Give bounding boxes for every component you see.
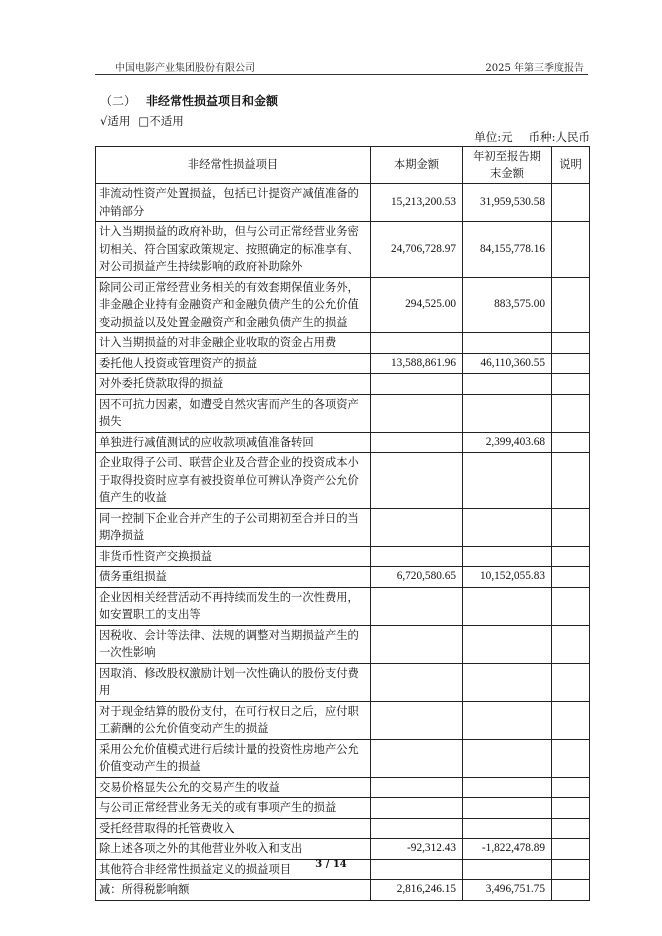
row-note [552,663,590,701]
row-ytd-amount [463,777,552,798]
header-note: 说明 [552,147,590,184]
row-item: 计入当期损益的政府补助，但与公司正常经营业务密切相关、符合国家政策规定、按照确定的标准享有、对公司损益产生持续影响的政府补助除外 [96,222,371,278]
row-note [552,839,590,860]
row-item: 除同公司正常经营业务相关的有效套期保值业务外，非金融企业持有金融资产和金融负债产生的公允价值变动损益以及处置金融资产和金融负债产生的损益 [96,277,371,333]
table-row [96,625,590,663]
row-item: 其他符合非经常性损益定义的损益项目 [96,859,371,880]
row-item: 因税收、会计等法律、法规的调整对当期损益产生的一次性影响 [96,625,371,663]
row-note [552,546,590,567]
row-ytd-amount: -1,822,478.89 [463,839,552,860]
row-current-amount: 294,525.00 [371,277,463,333]
non-recurring-gains-table [95,146,590,901]
row-current-amount: 2,816,246.15 [371,880,463,901]
row-ytd-amount [463,663,552,701]
row-current-amount: 13,588,861.96 [371,353,463,374]
row-note [552,222,590,278]
row-item: 单独进行减值测试的应收款项减值准备转回 [96,432,371,453]
section-title [100,92,278,109]
row-note [552,453,590,509]
table-row [96,184,590,222]
header-item: 非经常性损益项目 [96,147,371,184]
row-ytd-amount: 31,959,530.58 [463,184,552,222]
row-item: 因取消、修改股权激励计划一次性确认的股份支付费用 [96,663,371,701]
row-note [552,587,590,625]
row-note [552,777,590,798]
row-ytd-amount [463,739,552,777]
row-current-amount: 15,213,200.53 [371,184,463,222]
unit-line [458,129,590,145]
row-current-amount [371,663,463,701]
table-row [96,508,590,546]
row-ytd-amount: 10,152,055.83 [463,567,552,588]
row-item: 企业因相关经营活动不再持续而发生的一次性费用，如安置职工的支出等 [96,587,371,625]
row-note [552,394,590,432]
row-item: 委托他人投资或管理资产的损益 [96,353,371,374]
row-ytd-amount [463,394,552,432]
header-current: 本期金额 [371,147,463,184]
table-row [96,374,590,395]
row-current-amount [371,453,463,509]
row-item: 交易价格显失公允的交易产生的收益 [96,777,371,798]
row-item: 企业取得子公司、联营企业及合营企业的投资成本小于取得投资时应享有被投资单位可辨认净资产公允价值产生的收益 [96,453,371,509]
row-note [552,701,590,739]
table-row [96,777,590,798]
row-item: 同一控制下企业合并产生的子公司期初至合并日的当期净损益 [96,508,371,546]
table-row [96,453,590,509]
row-ytd-amount [463,546,552,567]
row-current-amount [371,587,463,625]
row-note [552,798,590,819]
row-item: 非货币性资产交换损益 [96,546,371,567]
row-note [552,184,590,222]
row-item: 减：所得税影响额 [96,880,371,901]
table-row [96,353,590,374]
row-note [552,739,590,777]
row-ytd-amount [463,625,552,663]
row-ytd-amount [463,374,552,395]
table-row [96,333,590,354]
row-ytd-amount: 883,575.00 [463,277,552,333]
row-current-amount [371,432,463,453]
row-item: 因不可抗力因素，如遭受自然灾害而产生的各项资产损失 [96,394,371,432]
row-note [552,333,590,354]
row-item: 计入当期损益的对非金融企业收取的资金占用费 [96,333,371,354]
row-item: 除上述各项之外的其他营业外收入和支出 [96,839,371,860]
table-row [96,394,590,432]
table-row [96,663,590,701]
row-current-amount [371,374,463,395]
table-row [96,277,590,333]
unit-label: 单位:元 [474,130,513,144]
row-ytd-amount: 46,110,360.55 [463,353,552,374]
row-item: 对于现金结算的股份支付，在可行权日之后，应付职工薪酬的公允价值变动产生的损益 [96,701,371,739]
row-ytd-amount [463,798,552,819]
table-row [96,432,590,453]
section-number: （二） [100,94,137,108]
row-note [552,374,590,395]
table-row [96,798,590,819]
row-item: 与公司正常经营业务无关的或有事项产生的损益 [96,798,371,819]
row-current-amount [371,701,463,739]
table-row [96,587,590,625]
row-item: 非流动性资产处置损益，包括已计提资产减值准备的冲销部分 [96,184,371,222]
row-current-amount: 24,706,728.97 [371,222,463,278]
header-divider [95,74,588,75]
currency-label: 币种:人民币 [528,130,590,144]
row-current-amount: -92,312.43 [371,839,463,860]
table-row [96,839,590,860]
row-note [552,818,590,839]
row-current-amount: 6,720,580.65 [371,567,463,588]
table-row [96,818,590,839]
company-name: 中国电影产业集团股份有限公司 [115,63,255,74]
row-ytd-amount: 84,155,778.16 [463,222,552,278]
table-row [96,546,590,567]
row-item: 采用公允价值模式进行后续计量的投资性房地产公允价值变动产生的损益 [96,739,371,777]
table-row [96,222,590,278]
row-ytd-amount [463,701,552,739]
section-title-text: 非经常性损益项目和金额 [146,94,279,108]
row-ytd-amount: 3,496,751.75 [463,880,552,901]
row-current-amount [371,508,463,546]
row-note [552,353,590,374]
page-number: 3 / 14 [315,859,347,870]
row-current-amount [371,818,463,839]
applicability-options [100,113,192,129]
row-ytd-amount [463,508,552,546]
header-ytd: 年初至报告期末金额 [463,147,552,184]
row-note [552,432,590,453]
table-body [96,184,590,901]
row-ytd-amount [463,818,552,839]
table-row [96,739,590,777]
row-ytd-amount: 2,399,403.68 [463,432,552,453]
table-row [96,701,590,739]
page-header [95,57,588,73]
row-note [552,880,590,901]
row-current-amount [371,333,463,354]
report-name: 2025 年第三季度报告 [485,63,584,74]
not-applicable-option: □不适用 [138,114,184,128]
row-note [552,508,590,546]
row-ytd-amount [463,333,552,354]
row-note [552,567,590,588]
table-row [96,567,590,588]
applicable-option: √适用 [100,114,131,128]
row-ytd-amount [463,453,552,509]
row-current-amount [371,777,463,798]
row-note [552,277,590,333]
row-current-amount [371,546,463,567]
row-item: 受托经营取得的托管费收入 [96,818,371,839]
row-note [552,625,590,663]
row-ytd-amount [463,587,552,625]
row-current-amount [371,625,463,663]
table-header-row [96,147,590,184]
table-row [96,880,590,901]
row-current-amount [371,798,463,819]
row-item: 对外委托贷款取得的损益 [96,374,371,395]
row-current-amount [371,394,463,432]
row-item: 债务重组损益 [96,567,371,588]
row-current-amount [371,739,463,777]
